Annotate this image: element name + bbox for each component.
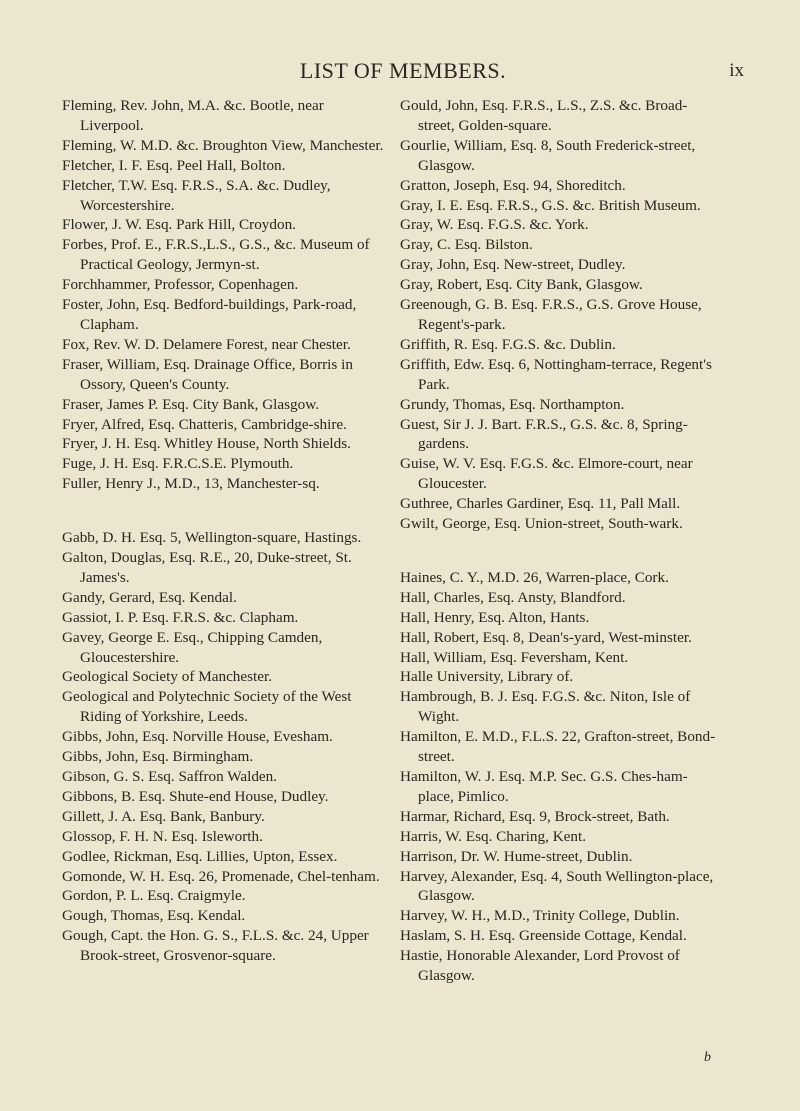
member-entry: Gray, John, Esq. New-street, Dudley. xyxy=(400,256,626,274)
member-entry: Gavey, George E. Esq., Chipping Camden, Gloucestershire. xyxy=(62,628,323,666)
member-entry: Forbes, Prof. E., F.R.S.,L.S., G.S., &c. Museum of Practical Geology, Jermyn-st. xyxy=(62,236,370,274)
right-column xyxy=(400,96,722,986)
page-title: LIST OF MEMBERS. xyxy=(299,58,507,83)
member-entry: Gould, John, Esq. F.R.S., L.S., Z.S. &c. Broad-street, Golden-square. xyxy=(400,97,688,134)
member-entry: Greenough, G. B. Esq. F.R.S., G.S. Grove House, Regent's-park. xyxy=(400,296,702,333)
member-entry: Geological Society of Manchester. xyxy=(62,668,273,686)
member-entry: Glossop, F. H. N. Esq. Isleworth. xyxy=(62,827,263,845)
member-entry: Harrison, Dr. W. Hume-street, Dublin. xyxy=(400,847,633,865)
member-group-f xyxy=(62,96,384,494)
member-entry: Fryer, Alfred, Esq. Chatteris, Cambridge-shire. xyxy=(62,415,347,433)
member-entry: Hamilton, W. J. Esq. M.P. Sec. G.S. Ches-ham-place, Pimlico. xyxy=(400,768,688,805)
member-entry: Grundy, Thomas, Esq. Northampton. xyxy=(400,395,625,413)
member-group-h xyxy=(400,568,722,986)
member-entry: Harmar, Richard, Esq. 9, Brock-street, Bath. xyxy=(400,807,670,825)
member-entry: Guise, W. V. Esq. F.G.S. &c. Elmore-court, near Gloucester. xyxy=(400,455,693,493)
member-entry: Gough, Thomas, Esq. Kendal. xyxy=(62,907,246,925)
member-entry: Gordon, P. L. Esq. Craigmyle. xyxy=(62,887,246,905)
member-entry: Gray, Robert, Esq. City Bank, Glasgow. xyxy=(400,276,643,294)
member-entry: Fuge, J. H. Esq. F.R.C.S.E. Plymouth. xyxy=(62,455,294,473)
member-entry: Hamilton, E. M.D., F.L.S. 22, Grafton-street, Bond-street. xyxy=(400,728,716,766)
member-entry: Hall, Charles, Esq. Ansty, Blandford. xyxy=(400,588,626,606)
member-entry: Galton, Douglas, Esq. R.E., 20, Duke-street, St. James's. xyxy=(62,549,352,586)
member-entry: Harvey, Alexander, Esq. 4, South Wellington-place, Glasgow. xyxy=(400,867,714,905)
member-entry: Gough, Capt. the Hon. G. S., F.L.S. &c. 24, Upper Brook-street, Grosvenor-square. xyxy=(62,927,369,965)
member-entry: Geological and Polytechnic Society of the West Riding of Yorkshire, Leeds. xyxy=(62,688,352,726)
page-header xyxy=(62,58,744,88)
member-entry: Guthree, Charles Gardiner, Esq. 11, Pall Mall. xyxy=(400,495,681,513)
member-entry: Halle University, Library of. xyxy=(400,668,574,686)
member-entry: Haslam, S. H. Esq. Greenside Cottage, Kendal. xyxy=(400,927,687,945)
member-entry: Gandy, Gerard, Esq. Kendal. xyxy=(62,588,237,606)
member-entry: Gomonde, W. H. Esq. 26, Promenade, Chel-tenham. xyxy=(62,867,380,885)
member-entry: Hall, William, Esq. Feversham, Kent. xyxy=(400,648,629,666)
member-entry: Foster, John, Esq. Bedford-buildings, Park-road, Clapham. xyxy=(62,296,357,333)
member-entry: Fletcher, T.W. Esq. F.R.S., S.A. &c. Dudley, Worcestershire. xyxy=(62,176,331,214)
member-entry: Gwilt, George, Esq. Union-street, South-wark. xyxy=(400,515,683,533)
group-gap xyxy=(62,494,384,528)
member-entry: Hall, Henry, Esq. Alton, Hants. xyxy=(400,608,590,626)
member-entry: Gourlie, William, Esq. 8, South Frederick-street, Glasgow. xyxy=(400,136,696,174)
member-entry: Gibbs, John, Esq. Birmingham. xyxy=(62,748,254,766)
member-entry: Fox, Rev. W. D. Delamere Forest, near Chester. xyxy=(62,335,351,353)
left-column xyxy=(62,96,384,966)
member-entry: Guest, Sir J. J. Bart. F.R.S., G.S. &c. 8, Spring-gardens. xyxy=(400,415,688,453)
member-entry: Fuller, Henry J., M.D., 13, Manchester-sq. xyxy=(62,475,320,493)
member-entry: Hall, Robert, Esq. 8, Dean's-yard, West-minster. xyxy=(400,628,692,646)
member-entry: Forchhammer, Professor, Copenhagen. xyxy=(62,276,299,294)
member-entry: Fraser, James P. Esq. City Bank, Glasgow. xyxy=(62,395,319,413)
member-entry: Gray, I. E. Esq. F.R.S., G.S. &c. British Museum. xyxy=(400,196,701,214)
member-entry: Gabb, D. H. Esq. 5, Wellington-square, Hastings. xyxy=(62,529,362,547)
signature-mark: b xyxy=(704,1050,711,1065)
member-group-g xyxy=(62,528,384,966)
member-entry: Fraser, William, Esq. Drainage Office, Borris in Ossory, Queen's County. xyxy=(62,355,353,393)
member-entry: Flower, J. W. Esq. Park Hill, Croydon. xyxy=(62,216,296,234)
member-entry: Fletcher, I. F. Esq. Peel Hall, Bolton. xyxy=(62,156,286,174)
member-group-g-continued xyxy=(400,96,722,534)
member-entry: Gibbons, B. Esq. Shute-end House, Dudley. xyxy=(62,787,329,805)
member-entry: Gray, C. Esq. Bilston. xyxy=(400,236,533,254)
member-entry: Hastie, Honorable Alexander, Lord Provost of Glasgow. xyxy=(400,947,680,985)
member-entry: Fleming, W. M.D. &c. Broughton View, Manchester. xyxy=(62,136,384,154)
member-entry: Griffith, R. Esq. F.G.S. &c. Dublin. xyxy=(400,335,616,353)
group-gap xyxy=(400,534,722,568)
member-entry: Fryer, J. H. Esq. Whitley House, North Shields. xyxy=(62,435,351,453)
member-entry: Gratton, Joseph, Esq. 94, Shoreditch. xyxy=(400,176,626,194)
member-entry: Fleming, Rev. John, M.A. &c. Bootle, near Liverpool. xyxy=(62,97,324,134)
member-entry: Harvey, W. H., M.D., Trinity College, Dublin. xyxy=(400,907,680,925)
page-number: ix xyxy=(729,60,744,81)
member-entry: Gassiot, I. P. Esq. F.R.S. &c. Clapham. xyxy=(62,608,299,626)
member-entry: Griffith, Edw. Esq. 6, Nottingham-terrace, Regent's Park. xyxy=(400,355,712,393)
member-entry: Gibson, G. S. Esq. Saffron Walden. xyxy=(62,768,278,785)
member-entry: Gillett, J. A. Esq. Bank, Banbury. xyxy=(62,807,265,825)
member-entry: Haines, C. Y., M.D. 26, Warren-place, Cork. xyxy=(400,568,669,586)
member-entry: Gibbs, John, Esq. Norville House, Evesham. xyxy=(62,728,333,746)
member-entry: Harris, W. Esq. Charing, Kent. xyxy=(400,827,587,845)
member-entry: Godlee, Rickman, Esq. Lillies, Upton, Essex. xyxy=(62,847,338,865)
member-entry: Hambrough, B. J. Esq. F.G.S. &c. Niton, Isle of Wight. xyxy=(400,688,691,726)
member-entry: Gray, W. Esq. F.G.S. &c. York. xyxy=(400,216,589,234)
